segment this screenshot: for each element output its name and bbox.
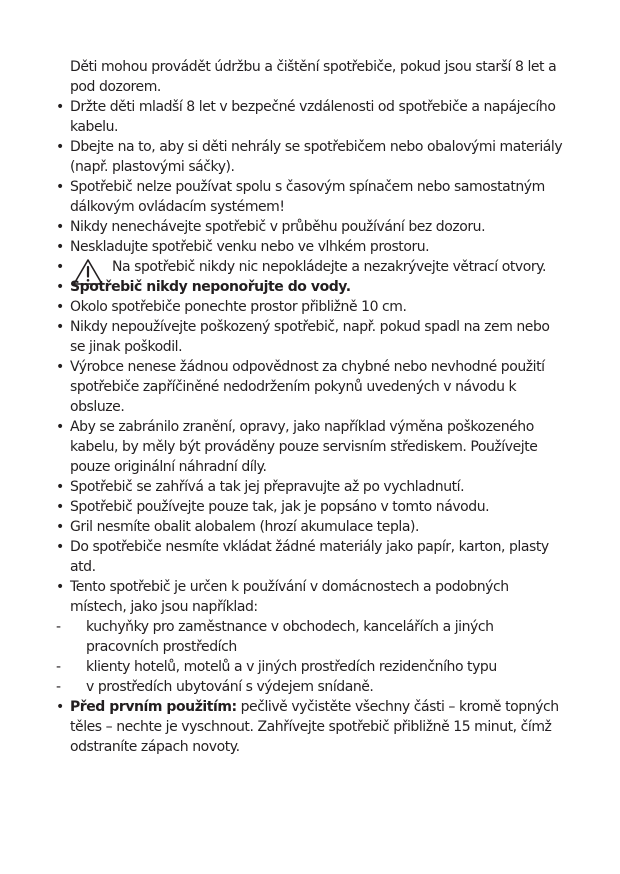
sub-list-item: - v prostředích ubytování s výdejem snídaně. xyxy=(56,679,374,695)
bullet-marker: • xyxy=(56,519,64,535)
bullet-marker: • xyxy=(56,139,64,155)
bullet-marker: • xyxy=(56,579,64,595)
list-item: • Držte děti mladší 8 let v bezpečné vzdálenosti od spotřebiče a napájecího kabelu. xyxy=(56,99,556,135)
bullet-marker: • xyxy=(56,319,64,335)
list-item: • Spotřebič používejte pouze tak, jak je popsáno v tomto návodu. xyxy=(56,499,490,515)
bullet-marker: • xyxy=(56,239,64,255)
list-item: • Nikdy nepoužívejte poškozený spotřebič, např. pokud spadl na zem nebo se jinak poškodil. xyxy=(56,319,550,355)
bullet-marker: • xyxy=(56,279,64,295)
bullet-marker: • xyxy=(56,499,64,515)
bullet-marker: • xyxy=(56,179,64,195)
bullet-marker: • xyxy=(56,259,64,275)
bullet-marker: • xyxy=(56,359,64,375)
first-use-label: Před prvním použitím: xyxy=(70,699,237,715)
warning-list-item: • Na spotřebič nikdy nic nepokládejte a nezakrývejte větrací otvory. xyxy=(56,257,566,277)
list-item: • Aby se zabránilo zranění, opravy, jako například výměna poškozeného kabelu, by měly být prováděny pouze servisním střediskem. Používejte pouze originální náhradní díly. xyxy=(56,419,538,475)
bullet-marker: • xyxy=(56,219,64,235)
bullet-marker: • xyxy=(56,99,64,115)
safety-instructions xyxy=(56,57,566,757)
sub-list-item: - kuchyňky pro zaměstnance v obchodech, kancelářích a jiných pracovních prostředích xyxy=(56,619,494,655)
list-item: • Před prvním použitím: pečlivě vyčistěte všechny části – kromě topných těles – nechte je vyschnout. Zahřívejte spotřebič přibližně 15 minut, čímž odstraníte zápach novoty. xyxy=(56,699,559,755)
dash-marker: - xyxy=(56,659,61,675)
list-item: • Spotřebič nelze používat spolu s časovým spínačem nebo samostatným dálkovým ovládacím systémem! xyxy=(56,179,545,215)
list-item: • Do spotřebiče nesmíte vkládat žádné materiály jako papír, karton, plasty atd. xyxy=(56,539,549,575)
dash-marker: - xyxy=(56,619,61,635)
dash-marker: - xyxy=(56,679,61,695)
list-item: • Okolo spotřebiče ponechte prostor přibližně 10 cm. xyxy=(56,299,407,315)
bullet-marker: • xyxy=(56,419,64,435)
bullet-marker: • xyxy=(56,299,64,315)
intro-text: Děti mohou provádět údržbu a čištění spotřebiče, pokud jsou starší 8 let a pod dozorem. xyxy=(70,59,557,95)
list-item: • Spotřebič se zahřívá a tak jej přepravujte až po vychladnutí. xyxy=(56,479,465,495)
list-item: • Tento spotřebič je určen k používání v domácnostech a podobných místech, jako jsou například: xyxy=(56,579,509,615)
list-item: • Dbejte na to, aby si děti nehrály se spotřebičem nebo obalovými materiály (např. plastovými sáčky). xyxy=(56,139,563,175)
list-item: • Nikdy nenechávejte spotřebič v průběhu používání bez dozoru. xyxy=(56,219,486,235)
bullet-marker: • xyxy=(56,699,64,715)
sub-list-item: - klienty hotelů, motelů a v jiných prostředích rezidenčního typu xyxy=(56,659,497,675)
list-item-bold: • Spotřebič nikdy neponořujte do vody. xyxy=(56,279,351,295)
list-item: • Výrobce nenese žádnou odpovědnost za chybné nebo nevhodné použití spotřebiče zapříčiněné nedodržením pokynů uvedených v návodu k obsluze. xyxy=(56,359,545,415)
list-item: • Gril nesmíte obalit alobalem (hrozí akumulace tepla). xyxy=(56,519,419,535)
bullet-marker: • xyxy=(56,479,64,495)
bullet-marker: • xyxy=(56,539,64,555)
list-item: • Neskladujte spotřebič venku nebo ve vlhkém prostoru. xyxy=(56,239,430,255)
